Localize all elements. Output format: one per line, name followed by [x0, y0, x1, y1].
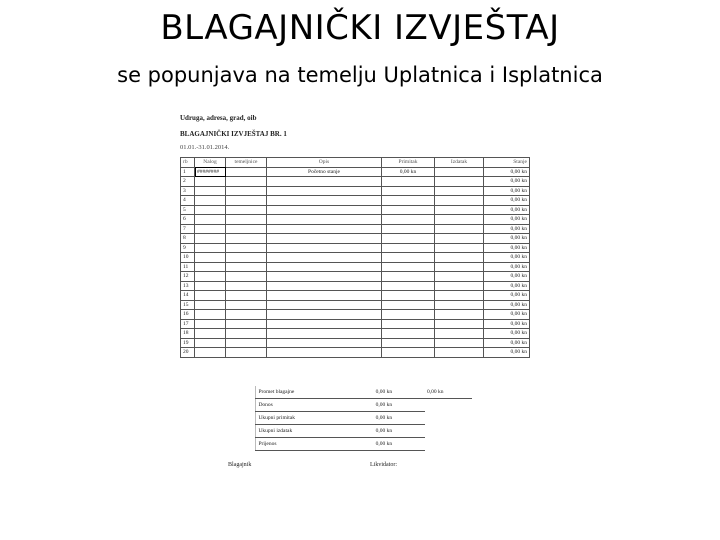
- cell-nalog[interactable]: [195, 348, 226, 358]
- cell-stanje[interactable]: 0,00 kn: [484, 215, 530, 225]
- cell-izdatak[interactable]: [435, 196, 484, 206]
- sum-empty: [472, 412, 516, 425]
- cell-stanje[interactable]: 0,00 kn: [484, 234, 530, 244]
- col-header-temeljnice: temeljnice: [226, 158, 267, 168]
- cell-opis[interactable]: [267, 243, 382, 253]
- table-row: [181, 272, 530, 282]
- summary-primitak: 0,00 kn: [374, 386, 425, 399]
- table-row: [181, 243, 530, 253]
- table-row: [181, 167, 530, 177]
- summary-label: Ukupni primitak: [256, 412, 374, 425]
- cell-opis[interactable]: [267, 262, 382, 272]
- cell-temeljnice[interactable]: [226, 281, 267, 291]
- cell-rb[interactable]: 13: [181, 281, 195, 291]
- summary-izdatak: 0,00 kn: [425, 386, 472, 399]
- cell-rb[interactable]: 8: [181, 234, 195, 244]
- cell-temeljnice[interactable]: [226, 300, 267, 310]
- cell-rb[interactable]: 11: [181, 262, 195, 272]
- cell-izdatak[interactable]: [435, 272, 484, 282]
- cell-temeljnice[interactable]: [226, 167, 267, 177]
- summary-row: [180, 438, 516, 451]
- cell-nalog[interactable]: [195, 243, 226, 253]
- sum-empty: [217, 412, 256, 425]
- cell-rb[interactable]: 1: [181, 167, 195, 177]
- cell-rb[interactable]: 2: [181, 177, 195, 187]
- cell-nalog[interactable]: [195, 186, 226, 196]
- table-row: [181, 234, 530, 244]
- cell-nalog[interactable]: [195, 234, 226, 244]
- cell-primitak[interactable]: [382, 329, 435, 339]
- organization-label: Udruga, adresa, grad, oib: [180, 114, 257, 122]
- cell-opis[interactable]: [267, 177, 382, 187]
- cell-opis[interactable]: [267, 196, 382, 206]
- sum-empty: [190, 386, 218, 399]
- sum-empty: [190, 425, 218, 438]
- summary-primitak: 0,00 kn: [374, 399, 425, 412]
- summary-label: Donos: [256, 399, 374, 412]
- cell-izdatak[interactable]: [435, 329, 484, 339]
- cell-stanje[interactable]: 0,00 kn: [484, 348, 530, 358]
- cell-opis[interactable]: [267, 310, 382, 320]
- table-row: [181, 215, 530, 225]
- cell-rb[interactable]: 19: [181, 338, 195, 348]
- cell-primitak[interactable]: [382, 348, 435, 358]
- cell-temeljnice[interactable]: [226, 177, 267, 187]
- cell-primitak[interactable]: [382, 310, 435, 320]
- cell-temeljnice[interactable]: [226, 205, 267, 215]
- sum-empty: [180, 399, 190, 412]
- cell-primitak[interactable]: [382, 224, 435, 234]
- cell-nalog[interactable]: [195, 319, 226, 329]
- cell-stanje[interactable]: 0,00 kn: [484, 338, 530, 348]
- cell-primitak[interactable]: [382, 253, 435, 263]
- cell-nalog[interactable]: [195, 272, 226, 282]
- table-row: [181, 291, 530, 301]
- cell-opis[interactable]: [267, 338, 382, 348]
- summary-izdatak: [425, 399, 472, 412]
- cell-rb[interactable]: 12: [181, 272, 195, 282]
- cell-rb[interactable]: 4: [181, 196, 195, 206]
- cell-izdatak[interactable]: [435, 186, 484, 196]
- report-period: 01.01.-31.01.2014.: [180, 144, 230, 151]
- col-header-stanje: Stanje: [484, 158, 530, 168]
- cell-temeljnice[interactable]: [226, 338, 267, 348]
- cell-nalog[interactable]: [195, 205, 226, 215]
- sum-empty: [217, 425, 256, 438]
- table-row: [181, 329, 530, 339]
- cell-izdatak[interactable]: [435, 348, 484, 358]
- cell-rb[interactable]: 17: [181, 319, 195, 329]
- cell-stanje[interactable]: 0,00 kn: [484, 224, 530, 234]
- cell-rb[interactable]: 14: [181, 291, 195, 301]
- cell-opis[interactable]: [267, 300, 382, 310]
- cell-rb[interactable]: 16: [181, 310, 195, 320]
- cell-temeljnice[interactable]: [226, 253, 267, 263]
- cell-stanje[interactable]: 0,00 kn: [484, 300, 530, 310]
- cell-primitak[interactable]: [382, 319, 435, 329]
- cell-temeljnice[interactable]: [226, 243, 267, 253]
- cell-primitak[interactable]: [382, 243, 435, 253]
- cell-opis[interactable]: [267, 234, 382, 244]
- cell-stanje[interactable]: 0,00 kn: [484, 243, 530, 253]
- table-row: [181, 319, 530, 329]
- table-row: [181, 262, 530, 272]
- cell-temeljnice[interactable]: [226, 319, 267, 329]
- table-row: [181, 196, 530, 206]
- col-header-primitak: Primitak: [382, 158, 435, 168]
- sum-empty: [472, 425, 516, 438]
- cell-nalog[interactable]: [195, 253, 226, 263]
- cell-opis[interactable]: Početno stanje: [267, 167, 382, 177]
- cell-opis[interactable]: [267, 319, 382, 329]
- cell-opis[interactable]: [267, 253, 382, 263]
- sum-empty: [180, 386, 190, 399]
- sum-empty: [180, 438, 190, 451]
- cell-primitak[interactable]: [382, 215, 435, 225]
- signature-likvidator: Likvidator:: [370, 462, 397, 468]
- cell-nalog[interactable]: [195, 215, 226, 225]
- cell-temeljnice[interactable]: [226, 262, 267, 272]
- cell-primitak[interactable]: [382, 291, 435, 301]
- summary-primitak: 0,00 kn: [374, 412, 425, 425]
- table-row: [181, 205, 530, 215]
- summary-body: [180, 386, 516, 451]
- cell-izdatak[interactable]: [435, 262, 484, 272]
- cell-primitak[interactable]: [382, 281, 435, 291]
- cell-rb[interactable]: 10: [181, 253, 195, 263]
- summary-row: [180, 425, 516, 438]
- summary-izdatak: [425, 438, 472, 451]
- cell-izdatak[interactable]: [435, 310, 484, 320]
- sum-empty: [190, 399, 218, 412]
- cell-stanje[interactable]: 0,00 kn: [484, 262, 530, 272]
- cell-stanje[interactable]: 0,00 kn: [484, 319, 530, 329]
- cell-nalog[interactable]: [195, 196, 226, 206]
- cell-opis[interactable]: [267, 186, 382, 196]
- cell-rb[interactable]: 6: [181, 215, 195, 225]
- sum-empty: [472, 386, 516, 399]
- cell-nalog[interactable]: [195, 281, 226, 291]
- cell-stanje[interactable]: 0,00 kn: [484, 167, 530, 177]
- summary-label: Ukupni izdatak: [256, 425, 374, 438]
- summary-izdatak: [425, 425, 472, 438]
- cell-izdatak[interactable]: [435, 215, 484, 225]
- cell-primitak[interactable]: [382, 234, 435, 244]
- spreadsheet-image: [180, 114, 527, 480]
- table-row: [181, 186, 530, 196]
- cell-opis[interactable]: [267, 272, 382, 282]
- cell-primitak[interactable]: [382, 196, 435, 206]
- sum-empty: [180, 412, 190, 425]
- cell-temeljnice[interactable]: [226, 310, 267, 320]
- table-row: [181, 348, 530, 358]
- cell-stanje[interactable]: 0,00 kn: [484, 253, 530, 263]
- col-header-opis: Opis: [267, 158, 382, 168]
- sum-empty: [472, 438, 516, 451]
- cell-rb[interactable]: 20: [181, 348, 195, 358]
- cell-izdatak[interactable]: [435, 224, 484, 234]
- cell-izdatak[interactable]: [435, 167, 484, 177]
- sum-empty: [180, 425, 190, 438]
- cell-opis[interactable]: [267, 224, 382, 234]
- cell-nalog[interactable]: [195, 338, 226, 348]
- cell-nalog[interactable]: [195, 329, 226, 339]
- cell-nalog[interactable]: ########: [195, 167, 226, 177]
- cell-opis[interactable]: [267, 291, 382, 301]
- cell-opis[interactable]: [267, 348, 382, 358]
- summary-row: [180, 412, 516, 425]
- cell-nalog[interactable]: [195, 177, 226, 187]
- cell-temeljnice[interactable]: [226, 291, 267, 301]
- summary-izdatak: [425, 412, 472, 425]
- cell-temeljnice[interactable]: [226, 224, 267, 234]
- cell-nalog[interactable]: [195, 224, 226, 234]
- cell-stanje[interactable]: 0,00 kn: [484, 186, 530, 196]
- summary-primitak: 0,00 kn: [374, 425, 425, 438]
- cell-stanje[interactable]: 0,00 kn: [484, 291, 530, 301]
- sum-empty: [217, 386, 256, 399]
- sum-empty: [217, 438, 256, 451]
- cell-temeljnice[interactable]: [226, 348, 267, 358]
- cell-stanje[interactable]: 0,00 kn: [484, 329, 530, 339]
- cell-temeljnice[interactable]: [226, 215, 267, 225]
- cell-opis[interactable]: [267, 329, 382, 339]
- col-header-nalog: Nalog: [195, 158, 226, 168]
- cell-izdatak[interactable]: [435, 205, 484, 215]
- signature-blagajnik: Blagajnik: [228, 462, 252, 468]
- cell-stanje[interactable]: 0,00 kn: [484, 272, 530, 282]
- col-header-rb: rb: [181, 158, 195, 168]
- table-row: [181, 224, 530, 234]
- cell-rb[interactable]: 5: [181, 205, 195, 215]
- cell-nalog[interactable]: [195, 300, 226, 310]
- report-title: BLAGAJNIČKI IZVJEŠTAJ BR. 1: [180, 130, 287, 138]
- cell-primitak[interactable]: [382, 262, 435, 272]
- cell-stanje[interactable]: 0,00 kn: [484, 281, 530, 291]
- cell-temeljnice[interactable]: [226, 196, 267, 206]
- cell-temeljnice[interactable]: [226, 234, 267, 244]
- summary-label: Prijenos: [256, 438, 374, 451]
- sum-empty: [472, 399, 516, 412]
- cell-opis[interactable]: [267, 205, 382, 215]
- cell-rb[interactable]: 18: [181, 329, 195, 339]
- cell-rb[interactable]: 7: [181, 224, 195, 234]
- cash-report-table: [180, 157, 530, 358]
- slide-title: BLAGAJNIČKI IZVJEŠTAJ: [160, 8, 560, 48]
- cell-primitak[interactable]: [382, 272, 435, 282]
- cell-rb[interactable]: 3: [181, 186, 195, 196]
- cell-nalog[interactable]: [195, 262, 226, 272]
- cell-izdatak[interactable]: [435, 177, 484, 187]
- sum-empty: [217, 399, 256, 412]
- cell-izdatak[interactable]: [435, 234, 484, 244]
- cell-stanje[interactable]: 0,00 kn: [484, 205, 530, 215]
- cell-izdatak[interactable]: [435, 243, 484, 253]
- summary-label: Promet blagajne: [256, 386, 374, 399]
- col-header-izdatak: Izdatak: [435, 158, 484, 168]
- cell-rb[interactable]: 15: [181, 300, 195, 310]
- cell-primitak[interactable]: [382, 338, 435, 348]
- cell-primitak[interactable]: [382, 300, 435, 310]
- cell-opis[interactable]: [267, 281, 382, 291]
- cell-izdatak[interactable]: [435, 300, 484, 310]
- cell-primitak[interactable]: [382, 205, 435, 215]
- cell-stanje[interactable]: 0,00 kn: [484, 196, 530, 206]
- table-row: [181, 300, 530, 310]
- sum-empty: [190, 438, 218, 451]
- cell-nalog[interactable]: [195, 291, 226, 301]
- cell-temeljnice[interactable]: [226, 329, 267, 339]
- cell-opis[interactable]: [267, 215, 382, 225]
- summary-row: [180, 386, 516, 399]
- cell-temeljnice[interactable]: [226, 272, 267, 282]
- table-row: [181, 177, 530, 187]
- cell-primitak[interactable]: [382, 177, 435, 187]
- sum-empty: [190, 412, 218, 425]
- table-row: [181, 338, 530, 348]
- cell-stanje[interactable]: 0,00 kn: [484, 310, 530, 320]
- table-body: [181, 167, 530, 357]
- cell-izdatak[interactable]: [435, 291, 484, 301]
- cell-rb[interactable]: 9: [181, 243, 195, 253]
- summary-table: [180, 386, 516, 451]
- summary-row: [180, 399, 516, 412]
- cell-izdatak[interactable]: [435, 319, 484, 329]
- table-header-row: [181, 158, 530, 168]
- table-row: [181, 253, 530, 263]
- table-row: [181, 281, 530, 291]
- table-row: [181, 310, 530, 320]
- cell-nalog[interactable]: [195, 310, 226, 320]
- cell-temeljnice[interactable]: [226, 186, 267, 196]
- cell-izdatak[interactable]: [435, 338, 484, 348]
- summary-primitak: 0,00 kn: [374, 438, 425, 451]
- cell-izdatak[interactable]: [435, 253, 484, 263]
- slide-subtitle: se popunjava na temelju Uplatnica i Isplatnica: [117, 63, 603, 87]
- cell-stanje[interactable]: 0,00 kn: [484, 177, 530, 187]
- cell-primitak[interactable]: [382, 186, 435, 196]
- cell-izdatak[interactable]: [435, 281, 484, 291]
- cell-primitak[interactable]: 0,00 kn: [382, 167, 435, 177]
